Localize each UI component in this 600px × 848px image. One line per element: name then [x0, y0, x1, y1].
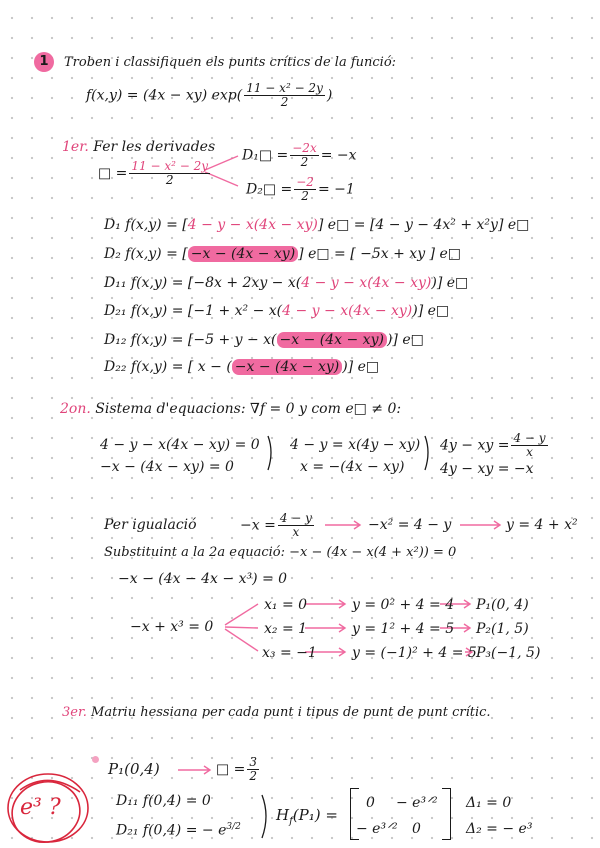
problem-statement: Troben i classifiquen els punts crítics de la funció:: [64, 55, 397, 70]
arrow-root-2: [225, 627, 258, 628]
system2-eq2: x = −(4x − xy): [300, 459, 405, 475]
system1-eq2: −x − (4x − xy) = 0: [100, 459, 234, 475]
root-y2: y = 1² + 4 = 5: [352, 621, 455, 637]
matrix-right-bracket: [442, 788, 451, 840]
igualacio-mid: −x² = 4 − y: [368, 517, 452, 533]
derivative-line-d12: D₁₂ f(x,y) = [−5 + y − x( −x − (4x − xy) )] e□: [104, 332, 424, 348]
arrow-igual-1: [325, 521, 360, 529]
p1-label: P₁(0,4): [108, 760, 160, 778]
arrow-p1-box: [178, 766, 210, 774]
critical-point-p1: P₁(0, 4): [476, 597, 529, 613]
derivative-line-d21: D₂₁ f(x,y) = [−1 + x² − x(4 − y − x(4x − xy))] e□: [104, 303, 450, 319]
p1-box-value: □ = $\frac{3}{2}$: [216, 755, 258, 783]
system2-eq1: 4 − y = x(4y − xy): [290, 437, 421, 453]
arrow-root-1: [225, 604, 258, 625]
scribble-text: e³ ?: [20, 795, 61, 820]
root-y1: y = 0² + 4 = 4: [352, 597, 455, 613]
critical-point-p3: P₃(−1, 5): [476, 645, 541, 661]
root-y3: y = (−1)² + 4 = 5: [352, 645, 477, 661]
expansion-line: −x − (4x − 4x − x³) = 0: [118, 571, 288, 587]
delta2: Δ₂ = − e³: [466, 821, 533, 837]
delta1: Δ₁ = 0: [466, 795, 512, 811]
derivative-line-d2: D₂ f(x,y) = [ −x − (4x − xy) ] e□ = [ −5x + xy ] e□: [104, 246, 461, 262]
critical-point-p2: P₂(1, 5): [476, 621, 529, 637]
d2-box-derivative: D₂□ = $\frac{-2}{2}$ = −1: [246, 175, 355, 203]
derivative-line-d11: D₁₁ f(x,y) = [−8x + 2xy − x(4 − y − x(4x − xy))] e□: [104, 275, 469, 291]
root-x3: x₃ = −1: [262, 645, 317, 661]
system3-eq2: 4y − xy = −x: [440, 461, 534, 477]
brace-sys1: [268, 436, 271, 470]
arrow-y-2: [305, 624, 345, 632]
matrix-a11: 0: [366, 795, 375, 811]
arrow-igual-2: [460, 521, 500, 529]
substitution-line: Substituint a la 2a equació: −x − (4x − x(4 + x²)) = 0: [104, 545, 457, 560]
hessian-label: $H_f(P_1)$ =: [276, 806, 338, 827]
derivative-line-d22: D₂₂ f(x,y) = [ x − ( −x − (4x − xy) )] e□: [104, 359, 380, 375]
matrix-a22: 0: [412, 821, 421, 837]
root-x2: x₂ = 1: [264, 621, 308, 637]
problem-number-badge: 1: [34, 52, 54, 72]
cubic-equation: −x + x³ = 0: [130, 619, 214, 635]
d21-at-p1: D₂₁ f(0,4) = − $e^{3/2}$: [116, 822, 241, 839]
step1-heading: 1er. Fer les derivades: [62, 139, 216, 155]
igualacio-eq: −x = $\frac{4 - y}{x}$: [240, 511, 312, 539]
system3-eq1: 4y − xy = $\frac{4 - y}{x}$: [440, 431, 546, 459]
igualacio-result: y = 4 + x²: [506, 517, 578, 533]
root-x1: x₁ = 0: [264, 597, 308, 613]
arrow-y-1: [305, 600, 345, 608]
box-definition: □ = $\frac{\text{11 − x² − 2y}}{2}$: [98, 159, 209, 187]
step2-heading: 2on. Sistema d'equacions: ∇f = 0 y com e□ ≠ 0:: [60, 401, 402, 417]
arrow-root-3: [225, 629, 258, 651]
step3-heading: 3er. Matriu hessiana per cada punt i tipus de punt de punt crític.: [62, 705, 491, 720]
bullet-p1: [92, 756, 99, 763]
matrix-a21: − e³ᐟ²: [356, 821, 398, 837]
d11-at-p1: D₁₁ f(0,4) = 0: [116, 793, 211, 809]
brace-d: [262, 795, 266, 838]
brace-sys2: [425, 436, 428, 470]
function-definition: f(x,y) = (4x − xy) exp( $\frac{\text{11 − x² − 2y}}{2}$ ): [86, 81, 333, 109]
system1-eq1: 4 − y − x(4x − xy) = 0: [100, 437, 260, 453]
igualacio-label: Per igualació: [104, 517, 197, 533]
derivative-line-d1: D₁ f(x,y) = [4 − y − x(4x − xy)] e□ = [4 − y − 4x² + x²y] e□: [104, 217, 530, 233]
matrix-a12: − e³ᐟ²: [396, 795, 438, 811]
d1-box-derivative: D₁□ = $\frac{-2x}{2}$ = −x: [242, 141, 357, 169]
